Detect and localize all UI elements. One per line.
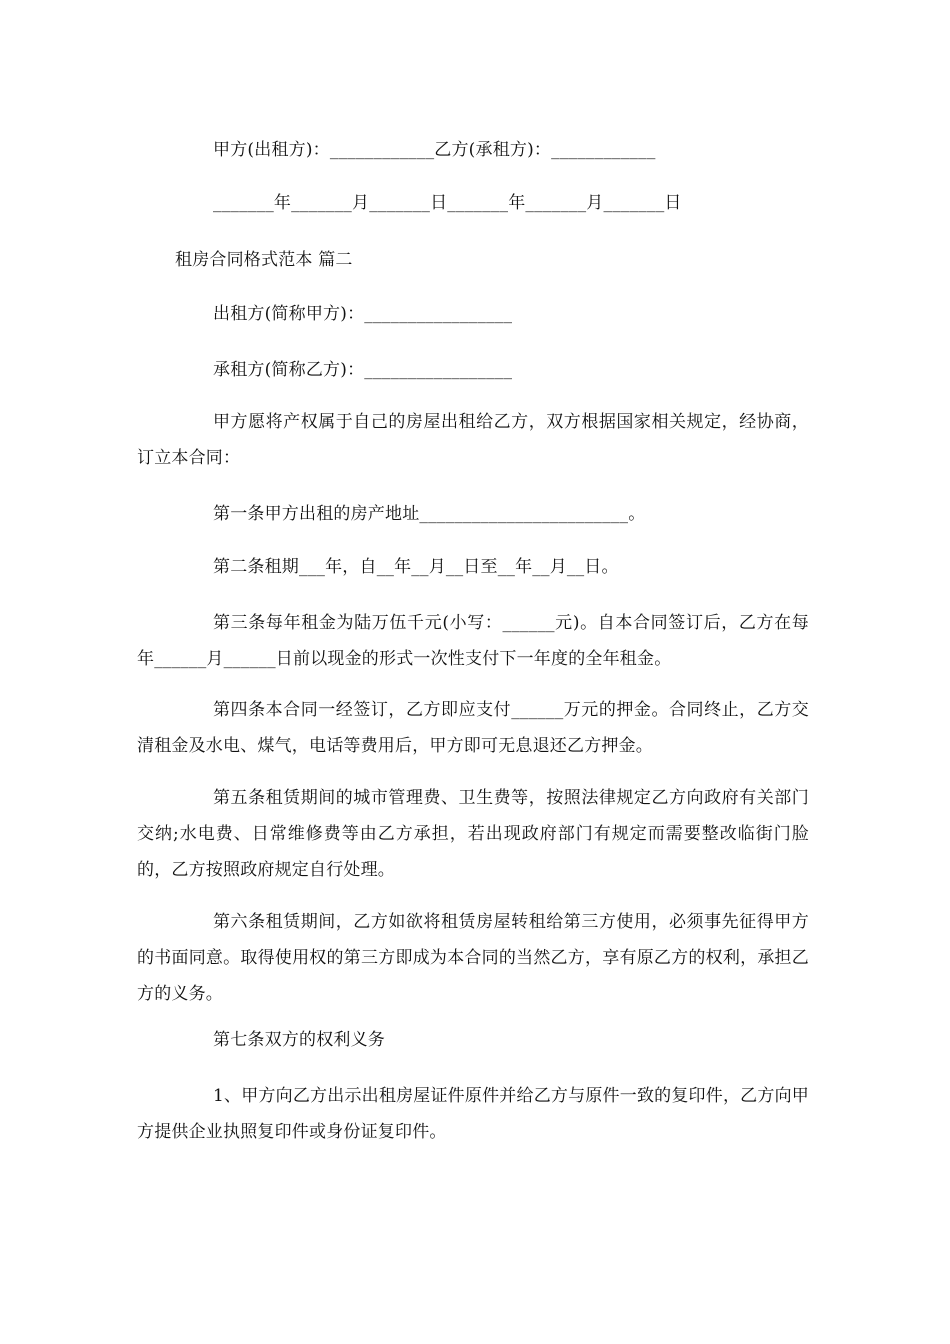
article-1: 第一条甲方出租的房产地址________________________。 <box>213 504 646 524</box>
article-4: 第四条本合同一经签订，乙方即应支付______万元的押金。合同终止，乙方交清租金及水电、煤气，电话等费用后，甲方即可无息退还乙方押金。 <box>137 700 809 756</box>
lessor-line: 出租方(简称甲方)：_________________ <box>213 304 513 324</box>
article-6: 第六条租赁期间，乙方如欲将租赁房屋转租给第三方使用，必须事先征得甲方的书面同意。取得使用权的第三方即成为本合同的当然乙方，享有原乙方的权利，承担乙方的义务。 <box>137 912 809 1004</box>
article-7-item-1: 1、甲方向乙方出示出租房屋证件原件并给乙方与原件一致的复印件，乙方向甲方提供企业执照复印件或身份证复印件。 <box>137 1086 809 1142</box>
intro-paragraph: 甲方愿将产权属于自己的房屋出租给乙方，双方根据国家相关规定，经协商，订立本合同： <box>137 412 809 468</box>
article-5: 第五条租赁期间的城市管理费、卫生费等，按照法律规定乙方向政府有关部门交纳;水电费、日常维修费等由乙方承担，若出现政府部门有规定而需要整改临街门脸的，乙方按照政府规定自行处理。 <box>137 788 809 880</box>
article-7-title: 第七条双方的权利义务 <box>213 1030 385 1050</box>
article-3: 第三条每年租金为陆万伍千元(小写：______元)。自本合同签订后，乙方在每年______月______日前以现金的形式一次性支付下一年度的全年租金。 <box>137 613 809 669</box>
article-2: 第二条租期___年，自__年__月__日至__年__月__日。 <box>213 557 619 577</box>
lessee-line: 承租方(简称乙方)：_________________ <box>213 360 513 380</box>
section-title: 租房合同格式范本 篇二 <box>175 250 353 270</box>
date-line: _______年_______月_______日_______年_______月_______日 <box>213 193 682 213</box>
signature-line: 甲方(出租方)：____________乙方(承租方)：____________ <box>213 140 656 160</box>
